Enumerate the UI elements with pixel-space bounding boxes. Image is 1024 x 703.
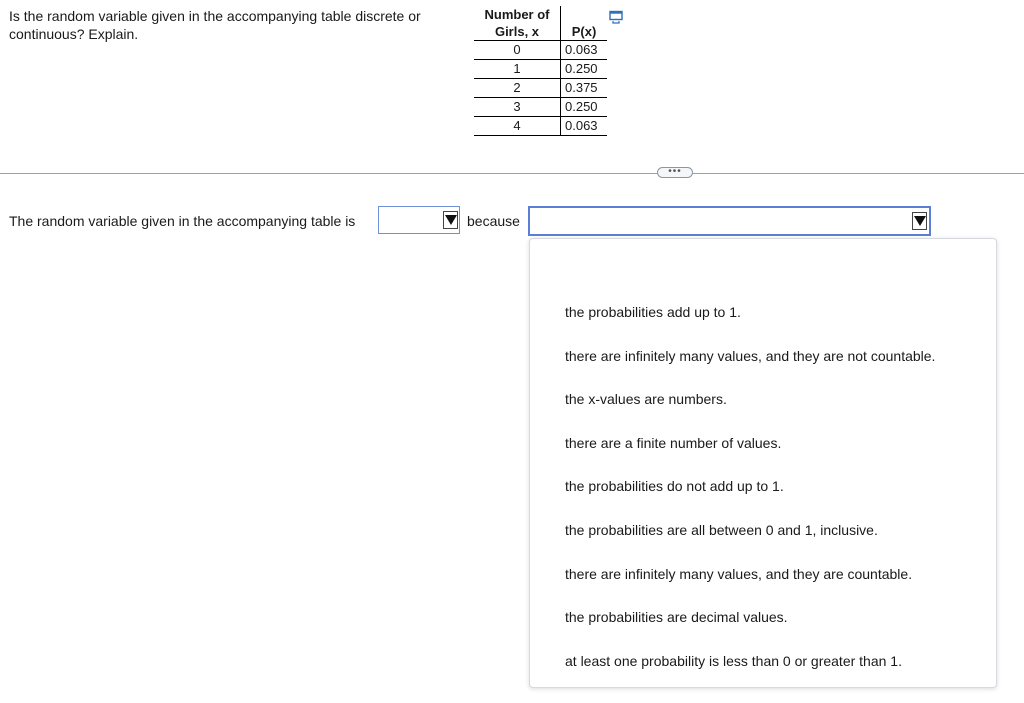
header-number-of-girls [474,6,561,41]
section-divider [0,173,1024,174]
cell-p: 0.250 [561,98,608,117]
table-row [474,79,607,98]
cell-p: 0.063 [561,117,608,136]
reason-option[interactable]: there are a finite number of values. [565,435,782,451]
reason-option[interactable]: there are infinitely many values, and they are not countable. [565,348,936,364]
cell-x: 0 [474,41,561,60]
reason-option[interactable]: the probabilities are decimal values. [565,609,788,625]
reason-select[interactable] [528,206,931,236]
table-row [474,41,607,60]
cell-p: 0.063 [561,41,608,60]
data-table [474,6,607,136]
reason-option[interactable]: at least one probability is less than 0 or greater than 1. [565,653,902,669]
answer-label: The random variable given in the accompanying table is [9,213,356,229]
reason-option[interactable]: the probabilities do not add up to 1. [565,478,784,494]
dropdown-arrow-icon[interactable] [443,211,458,229]
header-x-line2: Girls, x [494,24,540,39]
popout-window-icon[interactable] [609,10,623,24]
header-probability: P(x) [561,6,608,41]
cell-x: 1 [474,60,561,79]
question-text: Is the random variable given in the accompanying table discrete or continuous? Explain. [9,8,421,42]
cell-x: 3 [474,98,561,117]
table-header-row [474,6,607,41]
cell-x: 4 [474,117,561,136]
cell-p: 0.375 [561,79,608,98]
header-x-line1: Number of [484,7,550,22]
reason-option[interactable]: the x-values are numbers. [565,391,727,407]
more-content-button[interactable] [657,167,693,178]
reason-dropdown-list [529,238,997,688]
cell-x: 2 [474,79,561,98]
table-row [474,98,607,117]
variable-type-select[interactable] [378,206,460,234]
reason-option[interactable]: the probabilities are all between 0 and 1, inclusive. [565,522,878,538]
ellipsis-icon: ••• [668,166,682,177]
dropdown-arrow-icon[interactable] [912,212,927,230]
table-row [474,60,607,79]
cell-p: 0.250 [561,60,608,79]
table-row [474,117,607,136]
reason-option[interactable]: there are infinitely many values, and they are countable. [565,566,913,582]
reason-option[interactable]: the probabilities add up to 1. [565,304,741,320]
because-label: because [467,213,520,229]
